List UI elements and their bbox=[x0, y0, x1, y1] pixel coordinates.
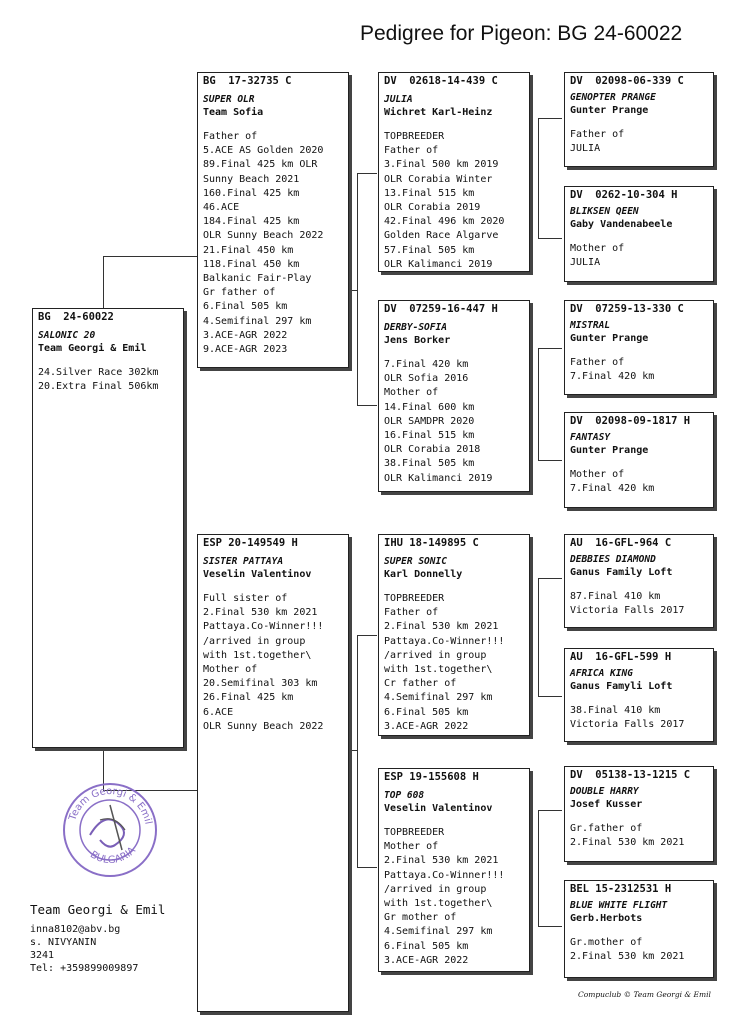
pigeon-name: SALONIC 20 bbox=[38, 330, 96, 341]
pigeon-name: JULIA bbox=[384, 94, 413, 105]
result-line: Victoria Falls 2017 bbox=[570, 719, 685, 731]
result-line: 46.ACE bbox=[203, 202, 240, 214]
result-line: TOPBREEDER bbox=[384, 593, 445, 604]
owner-name: Josef Kusser bbox=[570, 799, 643, 810]
ring-number: BG 24-60022 bbox=[38, 311, 114, 323]
results-list bbox=[570, 590, 708, 618]
pigeon-card-fmm bbox=[564, 412, 714, 508]
pigeon-card-mmf bbox=[564, 766, 714, 862]
result-line: 3.ACE-AGR 2022 bbox=[384, 720, 469, 732]
pigeon-card-mff bbox=[564, 534, 714, 628]
pigeon-card-mmm bbox=[564, 880, 714, 978]
pigeon-name: SUPER SONIC bbox=[384, 556, 447, 567]
connector bbox=[538, 578, 562, 579]
result-line: TOPBREEDER bbox=[384, 131, 445, 142]
connector bbox=[350, 290, 358, 291]
owner-name: Gaby Vandenabeele bbox=[570, 219, 673, 230]
connector bbox=[357, 405, 377, 406]
owner-name: Veselin Valentinov bbox=[384, 803, 493, 814]
result-line: Full sister of bbox=[203, 593, 288, 604]
pigeon-name: BLIKSEN QEEN bbox=[570, 206, 639, 217]
results-list bbox=[384, 130, 524, 272]
owner-name: Jens Borker bbox=[384, 335, 451, 346]
result-line: Mother of bbox=[570, 469, 625, 480]
result-line: 6.ACE bbox=[203, 706, 234, 718]
result-line: 6.Final 505 km bbox=[384, 706, 469, 718]
connector bbox=[357, 173, 358, 405]
owner-name: Ganus Family Loft bbox=[570, 567, 673, 578]
result-line: Mother of bbox=[384, 841, 439, 853]
result-line: with 1st.together\ bbox=[384, 664, 493, 676]
ring-number: DV 0262-10-304 H bbox=[570, 189, 678, 201]
ring-number: AU 16-GFL-599 H bbox=[570, 651, 672, 663]
result-line: Father of bbox=[384, 145, 439, 157]
result-line: 3.ACE-AGR 2022 bbox=[203, 329, 288, 341]
result-line: TOPBREEDER bbox=[384, 827, 445, 838]
page-title: Pedigree for Pigeon: BG 24-60022 bbox=[360, 22, 683, 45]
result-line: 4.Semifinal 297 km bbox=[203, 315, 312, 327]
footer-tel: Tel: +359899009897 bbox=[30, 963, 139, 974]
result-line: Mother of bbox=[203, 664, 258, 676]
footer-contact bbox=[30, 902, 165, 975]
result-line: Pattaya.Co-Winner!!! bbox=[203, 621, 324, 633]
connector bbox=[538, 118, 562, 119]
result-line: 24.Silver Race 302km bbox=[38, 367, 159, 378]
result-line: 3.ACE-AGR 2022 bbox=[384, 954, 469, 966]
pigeon-card-fmf bbox=[564, 300, 714, 395]
result-line: Gr.father of bbox=[570, 823, 643, 834]
results-list bbox=[570, 242, 708, 270]
result-line: with 1st.together\ bbox=[203, 649, 312, 661]
results-list bbox=[570, 704, 708, 732]
ring-number: BEL 15-2312531 H bbox=[570, 883, 672, 895]
pigeon-card-mother bbox=[197, 534, 349, 1012]
footer-email: inna8102@abv.bg bbox=[30, 924, 121, 935]
result-line: 26.Final 425 km bbox=[203, 692, 294, 704]
pigeon-name: DOUBLE HARRY bbox=[570, 786, 639, 797]
result-line: /arrived in group bbox=[203, 635, 306, 647]
result-line: 7.Final 420 km bbox=[570, 483, 655, 495]
results-list bbox=[38, 366, 178, 394]
result-line: 7.Final 420 km bbox=[384, 359, 469, 370]
footer-village: s. NIVYANIN bbox=[30, 937, 97, 948]
pigeon-name: FANTASY bbox=[570, 432, 611, 443]
pigeon-name: SISTER PATTAYA bbox=[203, 556, 284, 567]
results-list bbox=[570, 936, 708, 964]
ring-number: DV 02098-06-339 C bbox=[570, 75, 684, 87]
result-line: Father of bbox=[570, 129, 625, 140]
result-line: 160.Final 425 km bbox=[203, 187, 300, 199]
result-line: 38.Final 505 km bbox=[384, 458, 475, 470]
results-list bbox=[570, 468, 708, 496]
result-line: OLR Corabia 2018 bbox=[384, 444, 481, 456]
result-line: 13.Final 515 km bbox=[384, 187, 475, 199]
connector bbox=[357, 635, 377, 636]
owner-name: Gerb.Herbots bbox=[570, 913, 643, 924]
pigeon-card-fff bbox=[564, 72, 714, 167]
result-line: 6.Final 505 km bbox=[203, 301, 288, 313]
pigeon-card-mfm bbox=[564, 648, 714, 742]
svg-text:BULGARIA: BULGARIA bbox=[88, 845, 139, 867]
result-line: Gr mother of bbox=[384, 912, 457, 924]
result-line: Sunny Beach 2021 bbox=[203, 173, 300, 185]
result-line: OLR Sunny Beach 2022 bbox=[203, 720, 324, 732]
result-line: 38.Final 410 km bbox=[570, 705, 661, 716]
pigeon-name: BLUE WHITE FLIGHT bbox=[570, 900, 668, 911]
pigeon-name: GENOPTER PRANGE bbox=[570, 92, 656, 103]
owner-name: Team Sofia bbox=[203, 107, 264, 118]
result-line: 184.Final 425 km bbox=[203, 216, 300, 228]
result-line: JULIA bbox=[570, 143, 601, 155]
results-list bbox=[384, 358, 524, 486]
result-line: OLR Corabia 2019 bbox=[384, 202, 481, 214]
results-list bbox=[384, 592, 524, 734]
result-line: OLR Kalimanci 2019 bbox=[384, 472, 493, 484]
result-line: 7.Final 420 km bbox=[570, 371, 655, 383]
result-line: 2.Final 530 km 2021 bbox=[384, 855, 499, 867]
result-line: 2.Final 530 km 2021 bbox=[570, 951, 685, 963]
owner-name: Gunter Prange bbox=[570, 333, 649, 344]
footer-team: Team Georgi & Emil bbox=[30, 902, 166, 917]
ring-number: ESP 20-149549 H bbox=[203, 537, 298, 549]
result-line: Pattaya.Co-Winner!!! bbox=[384, 869, 505, 881]
owner-name: Team Georgi & Emil bbox=[38, 343, 147, 354]
result-line: 6.Final 505 km bbox=[384, 940, 469, 952]
result-line: 4.Semifinal 297 km bbox=[384, 926, 493, 938]
result-line: 3.Final 500 km 2019 bbox=[384, 159, 499, 171]
pigeon-name: DEBBIES DIAMOND bbox=[570, 554, 656, 565]
result-line: Father of bbox=[384, 607, 439, 619]
result-line: /arrived in group bbox=[384, 649, 487, 661]
ring-number: AU 16-GFL-964 C bbox=[570, 537, 672, 549]
connector bbox=[357, 635, 358, 867]
pigeon-name: TOP 608 bbox=[384, 790, 425, 801]
connector bbox=[538, 118, 539, 238]
ring-number: DV 05138-13-1215 C bbox=[570, 769, 691, 781]
result-line: 89.Final 425 km OLR bbox=[203, 159, 318, 171]
pigeon-card-father bbox=[197, 72, 349, 368]
result-line: 5.ACE AS Golden 2020 bbox=[203, 145, 324, 157]
result-line: OLR Sunny Beach 2022 bbox=[203, 230, 324, 242]
ring-number: DV 02098-09-1817 H bbox=[570, 415, 691, 427]
result-line: with 1st.together\ bbox=[384, 898, 493, 910]
result-line: Gr father of bbox=[203, 287, 276, 299]
pigeon-card-fm bbox=[378, 300, 530, 492]
connector bbox=[538, 696, 562, 697]
owner-name: Gunter Prange bbox=[570, 445, 649, 456]
result-line: OLR Corabia Winter bbox=[384, 173, 493, 185]
footer-postcode: 3241 bbox=[30, 950, 55, 961]
owner-name: Ganus Famyli Loft bbox=[570, 681, 673, 692]
connector bbox=[103, 256, 104, 308]
result-line: /arrived in group bbox=[384, 883, 487, 895]
ring-number: DV 07259-16-447 H bbox=[384, 303, 498, 315]
result-line: Father of bbox=[203, 131, 258, 142]
pigeon-card-mf bbox=[378, 534, 530, 736]
svg-text:Team Georgi & Emil: Team Georgi & Emil bbox=[67, 785, 154, 826]
ring-number: DV 07259-13-330 C bbox=[570, 303, 684, 315]
result-line: Gr.mother of bbox=[570, 937, 643, 948]
result-line: 16.Final 515 km bbox=[384, 430, 475, 442]
result-line: 2.Final 530 km 2021 bbox=[384, 621, 499, 633]
result-line: Balkanic Fair-Play bbox=[203, 273, 312, 285]
result-line: 2.Final 530 km 2021 bbox=[203, 607, 318, 619]
result-line: 20.Extra Final 506km bbox=[38, 381, 159, 393]
result-line: 21.Final 450 km bbox=[203, 244, 294, 256]
result-line: 87.Final 410 km bbox=[570, 591, 661, 602]
result-line: 57.Final 505 km bbox=[384, 244, 475, 256]
result-line: Mother of bbox=[384, 387, 439, 399]
result-line: 14.Final 600 km bbox=[384, 401, 475, 413]
connector bbox=[538, 810, 539, 926]
pigeon-card-ff bbox=[378, 72, 530, 272]
results-list bbox=[203, 130, 343, 357]
pigeon-name: SUPER OLR bbox=[203, 94, 255, 105]
team-stamp bbox=[60, 780, 160, 884]
pigeon-card-ffm bbox=[564, 186, 714, 282]
result-line: Victoria Falls 2017 bbox=[570, 605, 685, 617]
results-list bbox=[570, 128, 708, 156]
result-line: Mother of bbox=[570, 243, 625, 254]
result-line: Father of bbox=[570, 357, 625, 368]
pigeon-name: DERBY-SOFIA bbox=[384, 322, 447, 333]
result-line: Golden Race Algarve bbox=[384, 230, 499, 242]
connector bbox=[538, 810, 562, 811]
results-list bbox=[203, 592, 343, 734]
connector bbox=[538, 578, 539, 696]
owner-name: Karl Donnelly bbox=[384, 569, 463, 580]
results-list bbox=[570, 822, 708, 850]
result-line: JULIA bbox=[570, 257, 601, 269]
result-line: 2.Final 530 km 2021 bbox=[570, 837, 685, 849]
result-line: 42.Final 496 km 2020 bbox=[384, 216, 505, 228]
owner-name: Veselin Valentinov bbox=[203, 569, 312, 580]
compuclub-credit: Compuclub © Team Georgi & Emil bbox=[578, 990, 711, 999]
result-line: 4.Semifinal 297 km bbox=[384, 692, 493, 704]
result-line: OLR Kalimanci 2019 bbox=[384, 258, 493, 270]
ring-number: IHU 18-149895 C bbox=[384, 537, 479, 549]
connector bbox=[538, 348, 562, 349]
ring-number: ESP 19-155608 H bbox=[384, 771, 479, 783]
connector bbox=[538, 926, 562, 927]
results-list bbox=[570, 356, 708, 384]
connector bbox=[350, 750, 358, 751]
ring-number: BG 17-32735 C bbox=[203, 75, 292, 87]
ring-number: DV 02618-14-439 C bbox=[384, 75, 498, 87]
result-line: OLR Sofia 2016 bbox=[384, 373, 469, 385]
results-list bbox=[384, 826, 524, 968]
connector bbox=[538, 238, 562, 239]
pigeon-card-mm bbox=[378, 768, 530, 972]
result-line: 9.ACE-AGR 2023 bbox=[203, 344, 288, 356]
result-line: 20.Semifinal 303 km bbox=[203, 678, 318, 690]
pigeon-name: MISTRAL bbox=[570, 320, 611, 331]
pigeon-card-subject bbox=[32, 308, 184, 748]
result-line: OLR SAMDPR 2020 bbox=[384, 415, 475, 427]
result-line: 118.Final 450 km bbox=[203, 258, 300, 270]
connector bbox=[357, 173, 377, 174]
connector bbox=[103, 256, 198, 257]
owner-name: Wichret Karl-Heinz bbox=[384, 107, 493, 118]
connector bbox=[357, 867, 377, 868]
pigeon-name: AFRICA KING bbox=[570, 668, 633, 679]
result-line: Pattaya.Co-Winner!!! bbox=[384, 635, 505, 647]
owner-name: Gunter Prange bbox=[570, 105, 649, 116]
connector bbox=[538, 460, 562, 461]
connector bbox=[538, 348, 539, 460]
result-line: Cr father of bbox=[384, 678, 457, 690]
stamp-seal-icon bbox=[60, 780, 160, 880]
